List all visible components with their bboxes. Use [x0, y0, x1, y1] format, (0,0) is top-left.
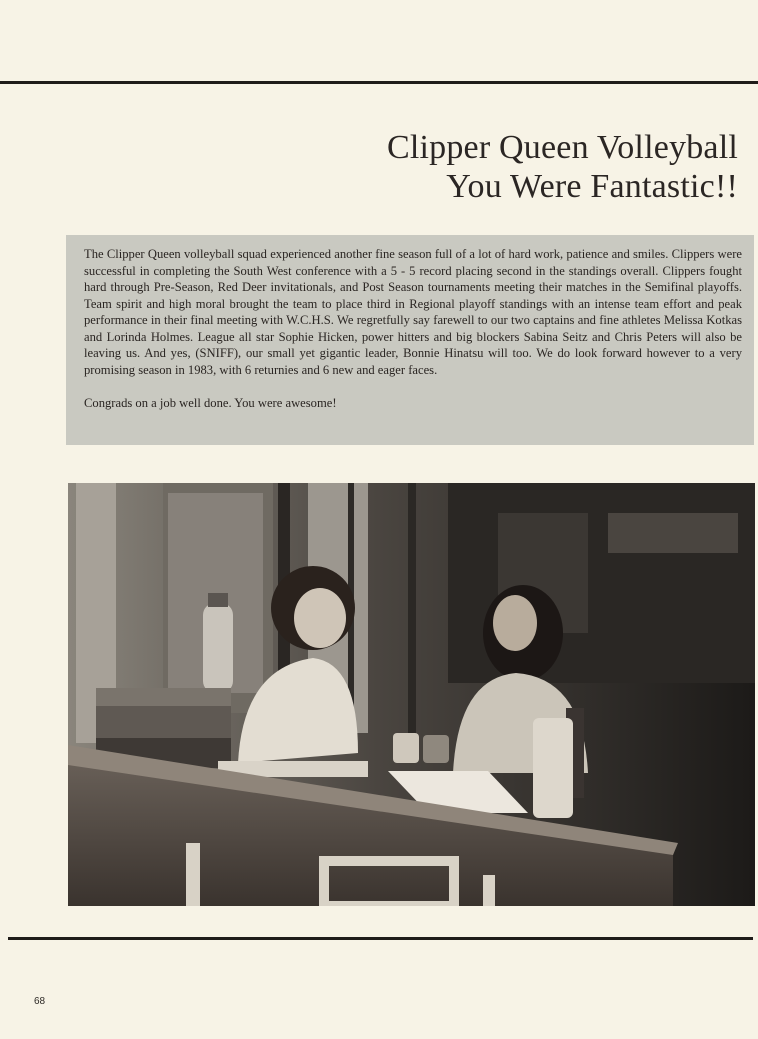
title-line-2: You Were Fantastic!! — [446, 168, 738, 205]
article-closing: Congrads on a job well done. You were awesome! — [84, 396, 337, 410]
top-divider — [0, 81, 758, 84]
bottom-divider — [8, 937, 753, 940]
article-body: The Clipper Queen volleyball squad experienced another fine season full of a lot of hard work, patience and smiles. Clippers were successful in completing the South West conference with a 5 - 5 record placing second in the standings overall. Clippers fought hard through Pre-Season, Red Deer invitationals, and Post Season tournaments meeting their matches in the Semifinal playoffs. Team spirit and high moral brought the team to place third in Regional playoff standings with an intense team effort and peak performance in their final meeting with W.C.H.S. We regretfully say farewell to our two captains and fine athletes Melissa Kotkas and Lorinda Holmes. League all star Sophie Hicken, power hitters and big blockers Sabina Seitz and Chris Peters will also be leaving us. And yes, (SNIFF), our small yet gigantic leader, Bonnie Hinatsu will too. We do look forward however to a very promising season in 1983, with 6 returnies and 6 new and eager faces. — [84, 247, 742, 377]
article-box — [66, 235, 754, 445]
page-number: 68 — [34, 996, 46, 1007]
title-line-1: Clipper Queen Volleyball — [386, 129, 738, 166]
photo-illustration — [68, 483, 755, 906]
team-photo — [68, 483, 755, 906]
page-title — [387, 128, 738, 206]
